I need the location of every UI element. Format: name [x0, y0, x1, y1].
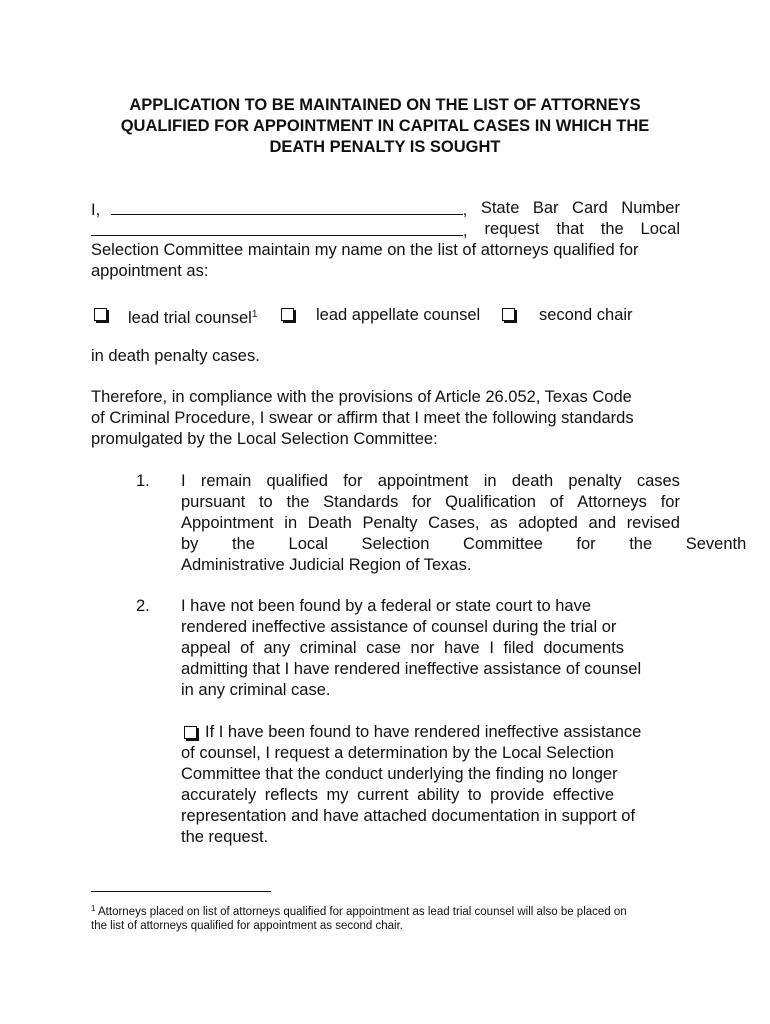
title-line-1: APPLICATION TO BE MAINTAINED ON THE LIST OF ATTORNEYS [129, 96, 641, 114]
justified-word: in [284, 514, 298, 532]
standard-1-number: 1. [136, 472, 150, 490]
justified-word: Death [307, 514, 352, 532]
footnote-ref: 1 [251, 309, 258, 320]
justified-word: adopted [518, 514, 578, 532]
intro-word: State [480, 199, 520, 217]
lead-appellate-counsel-label: lead appellate counsel [316, 306, 481, 324]
justified-word: to [258, 493, 273, 511]
second-chair-label: second chair [539, 306, 633, 324]
name-blank-field[interactable] [111, 198, 463, 215]
justified-word: for [660, 493, 680, 511]
footnote-line-2: the list of attorneys qualified for appointment as second chair. [91, 920, 403, 932]
standard-1-line [181, 471, 680, 492]
standard-2-line: in any criminal case. [181, 681, 331, 699]
justified-word: Appointment [181, 514, 274, 532]
cases-line: in death penalty cases. [91, 347, 260, 365]
determination-line: of counsel, I request a determination by the Local Selection [181, 744, 614, 762]
determination-line: the request. [181, 828, 269, 846]
title-line-2: QUALIFIED FOR APPOINTMENT IN CAPITAL CASES IN WHICH THE [120, 117, 650, 135]
intro-line-3: Selection Committee maintain my name on the list of attorneys qualified for [91, 241, 639, 259]
justified-word: Penalty [362, 514, 418, 532]
title-line-3: DEATH PENALTY IS SOUGHT [269, 138, 501, 156]
standard-2-line: admitting that I have rendered ineffective assistance of counsel [181, 660, 642, 678]
justified-word: Qualification [445, 493, 536, 511]
footnote-line-1: Attorneys placed on list of attorneys qualified for appointment as lead trial counsel will also be placed on [98, 906, 627, 918]
therefore-line-1: Therefore, in compliance with the provisions of Article 26.052, Texas Code [91, 388, 632, 406]
intro-word: that [556, 220, 584, 238]
justified-word: the [286, 493, 310, 511]
intro-i-label: I, [91, 201, 101, 219]
footnote [91, 902, 681, 933]
intro-word: Card [572, 199, 608, 217]
justified-word: I [181, 472, 186, 490]
footnote-divider [91, 891, 271, 892]
lead-trial-counsel-option [128, 304, 257, 329]
determination-line: accurately reflects my current ability to provide effective [181, 786, 615, 804]
justified-word: Cases, [428, 514, 480, 532]
justified-word: of [549, 493, 564, 511]
lead-trial-counsel-label: lead trial counsel [128, 309, 252, 327]
justified-word: qualified [266, 472, 328, 490]
justified-word: for [412, 493, 432, 511]
justified-word: penalty [568, 472, 622, 490]
standard-1-line [181, 513, 680, 534]
justified-word: for [343, 472, 363, 490]
standard-2-line: rendered ineffective assistance of counsel during the trial or [181, 618, 617, 636]
justified-word: pursuant [181, 493, 246, 511]
therefore-line-3: promulgated by the Local Selection Committee: [91, 430, 438, 448]
document-title [80, 95, 690, 158]
justified-word: appointment [377, 472, 469, 490]
lead-appellate-counsel-checkbox[interactable] [281, 306, 294, 325]
justified-word: and [588, 514, 617, 532]
intro-line-2: , request that the Local [91, 219, 680, 240]
justified-word: revised [626, 514, 680, 532]
determination-line: representation and have attached documentation in support of [181, 807, 636, 825]
lead-trial-counsel-checkbox[interactable] [94, 306, 107, 325]
intro-word: Local [640, 220, 680, 238]
intro-word: request [484, 220, 540, 238]
standard-1-line: by the Local Selection Committee for the Seventh [181, 535, 747, 553]
determination-line: If I have been found to have rendered ineffective assistance [205, 723, 642, 741]
determination-line: Committee that the conduct underlying the finding no longer [181, 765, 618, 783]
justified-word: death [511, 472, 554, 490]
justified-word: as [490, 514, 508, 532]
therefore-line-2: of Criminal Procedure, I swear or affirm that I meet the following standards [91, 409, 634, 427]
justified-word: cases [636, 472, 680, 490]
standard-1-line: Administrative Judicial Region of Texas. [181, 556, 472, 574]
justified-word: in [483, 472, 497, 490]
second-chair-checkbox[interactable] [502, 306, 515, 325]
intro-word: the [600, 220, 624, 238]
standard-2-line: I have not been found by a federal or state court to have [181, 597, 592, 615]
justified-word: Standards [323, 493, 399, 511]
footnote-marker: 1 [91, 904, 96, 913]
standard-2-line: appeal of any criminal case nor have I filed documents [181, 639, 625, 657]
intro-line-1: I, , State Bar Card Number [91, 199, 680, 219]
intro-line-4: appointment as: [91, 262, 209, 280]
justified-word: Attorneys [577, 493, 647, 511]
ineffective-assistance-checkbox[interactable] [184, 724, 197, 743]
bar-card-number-blank-field[interactable] [91, 219, 463, 236]
intro-word: Bar [532, 199, 559, 217]
standard-1-line [181, 492, 680, 513]
standard-2-number: 2. [136, 597, 150, 615]
justified-word: remain [200, 472, 252, 490]
intro-word: Number [621, 199, 680, 217]
